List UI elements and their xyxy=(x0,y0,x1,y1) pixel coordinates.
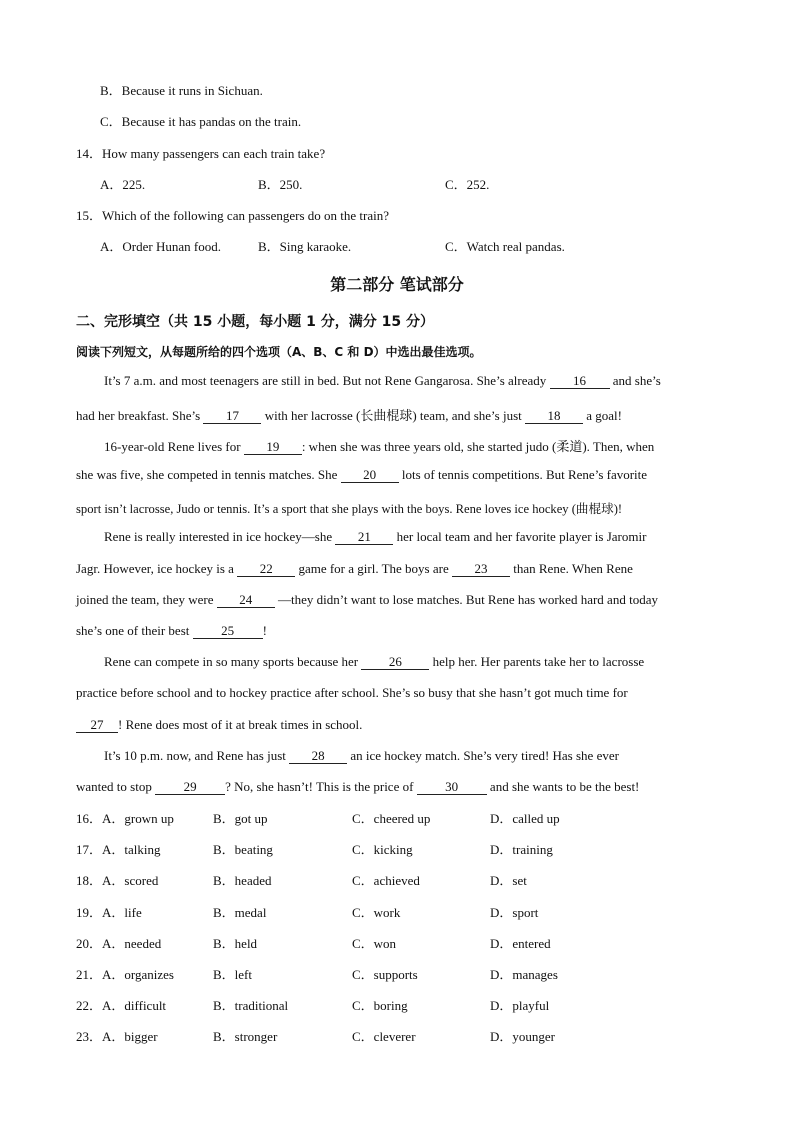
question-option[interactable] xyxy=(213,904,266,922)
question-option[interactable] xyxy=(76,966,174,984)
option-text: beating xyxy=(234,842,273,857)
passage-p5-line1: It’s 10 p.m. now, and Rene has just 28 an ice hockey match. She’s very tired! Has she ever xyxy=(104,748,619,763)
option-text: left xyxy=(234,967,252,982)
option-text: manages xyxy=(512,967,558,982)
instructions: 阅读下列短文，从每题所给的四个选项（A、B、C 和 D）中选出最佳选项。 xyxy=(76,345,482,359)
question-option[interactable] xyxy=(76,997,166,1015)
question-number: 22． xyxy=(76,998,103,1013)
question-option[interactable] xyxy=(490,966,558,984)
blank-21[interactable]: 21 xyxy=(335,530,393,545)
option-text: grown up xyxy=(124,811,174,826)
q14-option-c: C．252. xyxy=(445,177,490,192)
option-letter: D． xyxy=(490,842,513,857)
option-letter: C． xyxy=(352,1029,374,1044)
option-text: supports xyxy=(373,967,418,982)
question-option[interactable] xyxy=(76,935,161,953)
option-text: needed xyxy=(124,936,162,951)
question-option[interactable] xyxy=(213,997,288,1015)
passage-p5-line2: wanted to stop 29 ? No, she hasn’t! This is the price of 30 and she wants to be the best! xyxy=(76,779,640,794)
passage-p4-line3: 27 ! Rene does most of it at break times in school. xyxy=(76,717,718,733)
option-text: set xyxy=(512,873,527,888)
passage-p3-line1: Rene is really interested in ice hockey—she 21 her local team and her favorite player is Jaromir xyxy=(104,529,647,544)
option-letter: D． xyxy=(490,936,513,951)
blank-19[interactable]: 19 xyxy=(244,440,302,455)
option-letter: C． xyxy=(352,873,374,888)
blank-24[interactable]: 24 xyxy=(217,593,275,608)
question-option[interactable] xyxy=(490,810,560,828)
question-option[interactable] xyxy=(352,935,396,953)
blank-18[interactable]: 18 xyxy=(525,409,583,424)
question-option[interactable] xyxy=(490,904,538,922)
blank-30[interactable]: 30 xyxy=(417,780,487,795)
option-text: training xyxy=(512,842,553,857)
question-number: 17． xyxy=(76,842,103,857)
question-number: 21． xyxy=(76,967,103,982)
question-option[interactable] xyxy=(490,935,551,953)
question-option[interactable] xyxy=(213,810,268,828)
question-option[interactable] xyxy=(76,841,161,859)
question-number: 19． xyxy=(76,905,103,920)
option-text: got up xyxy=(234,811,268,826)
option-letter: C． xyxy=(352,905,374,920)
question-number: 23． xyxy=(76,1029,103,1044)
option-text: held xyxy=(234,936,258,951)
question-option[interactable] xyxy=(213,966,252,984)
question-option[interactable] xyxy=(490,841,553,859)
passage-p2-line1: 16-year-old Rene lives for 19 : when she was three years old, she started judo (柔道). Then, when xyxy=(104,439,655,454)
blank-22[interactable]: 22 xyxy=(237,562,295,577)
option-letter: B． xyxy=(213,905,235,920)
q15-option-a: A．Order Hunan food. xyxy=(100,239,221,254)
blank-27[interactable]: 27 xyxy=(76,718,118,733)
option-text: achieved xyxy=(373,873,420,888)
question-option[interactable] xyxy=(213,935,257,953)
option-letter: D． xyxy=(490,873,513,888)
passage-p3-line2: Jagr. However, ice hockey is a 22 game for a girl. The boys are 23 than Rene. When Rene xyxy=(76,561,633,576)
blank-26[interactable]: 26 xyxy=(361,655,429,670)
option-text: headed xyxy=(234,873,272,888)
passage-p2-line3: sport isn’t lacrosse, Judo or tennis. It’s a sport that she plays with the boys. Rene loves ice hockey (曲棍球)! xyxy=(76,502,623,516)
option-letter: A． xyxy=(102,873,125,888)
q14-stem: 14．How many passengers can each train take? xyxy=(76,146,326,161)
question-option[interactable] xyxy=(352,810,430,828)
question-option[interactable] xyxy=(490,997,549,1015)
question-option[interactable] xyxy=(352,966,418,984)
option-letter: A． xyxy=(102,998,125,1013)
option-text: cleverer xyxy=(373,1029,416,1044)
option-letter: B． xyxy=(213,936,235,951)
option-letter: B． xyxy=(213,842,235,857)
question-option[interactable] xyxy=(76,1028,158,1046)
question-option[interactable] xyxy=(352,997,408,1015)
option-text: bigger xyxy=(124,1029,158,1044)
question-number: 16． xyxy=(76,811,103,826)
blank-23[interactable]: 23 xyxy=(452,562,510,577)
question-option[interactable] xyxy=(352,904,400,922)
option-text: won xyxy=(373,936,397,951)
blank-29[interactable]: 29 xyxy=(155,780,225,795)
q15-option-c: C．Watch real pandas. xyxy=(445,239,565,254)
passage-p1-line2: had her breakfast. She’s 17 with her lacrosse (长曲棍球) team, and she’s just 18 a goal! xyxy=(76,408,622,423)
blank-17[interactable]: 17 xyxy=(203,409,261,424)
question-option[interactable] xyxy=(213,1028,277,1046)
option-letter: B． xyxy=(213,1029,235,1044)
option-letter: A． xyxy=(102,842,125,857)
option-letter: B． xyxy=(213,811,235,826)
blank-28[interactable]: 28 xyxy=(289,749,347,764)
passage-p4-line2: practice before school and to hockey practice after school. She’s so busy that she hasn’t got much time for xyxy=(76,685,628,700)
option-text: difficult xyxy=(124,998,167,1013)
option-text: stronger xyxy=(234,1029,278,1044)
passage-p4-line1: Rene can compete in so many sports because her 26 help her. Her parents take her to lacrosse xyxy=(104,654,645,669)
option-text: boring xyxy=(373,998,408,1013)
option-letter: B． xyxy=(213,873,235,888)
question-option[interactable] xyxy=(76,810,174,828)
question-option[interactable] xyxy=(352,1028,416,1046)
question-option[interactable] xyxy=(490,1028,555,1046)
option-letter: D． xyxy=(490,1029,513,1044)
option-letter: A． xyxy=(102,936,125,951)
option-letter: A． xyxy=(102,905,125,920)
passage-p3-line3: joined the team, they were 24 —they didn’t want to lose matches. But Rene has worked hard and today xyxy=(76,592,658,607)
passage-p3-line4: she’s one of their best 25 ! xyxy=(76,623,267,638)
q15-option-b: B．Sing karaoke. xyxy=(258,239,352,254)
option-letter: D． xyxy=(490,811,513,826)
option-text: medal xyxy=(234,905,267,920)
option-text: playful xyxy=(512,998,550,1013)
option-text: organizes xyxy=(124,967,174,982)
part2-title: 第二部分 笔试部分 xyxy=(330,275,464,294)
option-letter: C． xyxy=(352,811,374,826)
question-option[interactable] xyxy=(213,872,271,890)
blank-16[interactable]: 16 xyxy=(550,374,610,389)
option-letter: D． xyxy=(490,998,513,1013)
option-letter: A． xyxy=(102,1029,125,1044)
option-text: talking xyxy=(124,842,161,857)
option-letter: C． xyxy=(352,936,374,951)
option-text: younger xyxy=(512,1029,555,1044)
question-option[interactable] xyxy=(490,872,527,890)
question-option[interactable] xyxy=(352,872,420,890)
q14-option-b: B．250. xyxy=(258,177,303,192)
option-text: kicking xyxy=(373,842,413,857)
option-text: called up xyxy=(512,811,560,826)
blank-20[interactable]: 20 xyxy=(341,468,399,483)
passage-p1-line1: It’s 7 a.m. and most teenagers are still in bed. But not Rene Gangarosa. She’s already 16 and she’s xyxy=(104,373,661,388)
option-letter: D． xyxy=(490,967,513,982)
q13-option-c: C．Because it has pandas on the train. xyxy=(100,114,302,129)
section-title: 二、完形填空（共 15 小题，每小题 1 分，满分 15 分） xyxy=(76,314,434,330)
passage-p2-line2: she was five, she competed in tennis matches. She 20 lots of tennis competitions. But Rene’s favorite xyxy=(76,467,648,482)
blank-25[interactable]: 25 xyxy=(193,624,263,639)
option-letter: C． xyxy=(352,842,374,857)
option-text: work xyxy=(373,905,401,920)
question-number: 18． xyxy=(76,873,103,888)
question-option[interactable] xyxy=(352,841,413,859)
q15-stem: 15．Which of the following can passengers do on the train? xyxy=(76,208,390,223)
option-letter: A． xyxy=(102,967,125,982)
option-letter: B． xyxy=(213,998,235,1013)
question-option[interactable] xyxy=(76,872,158,890)
option-text: scored xyxy=(124,873,159,888)
option-letter: C． xyxy=(352,967,374,982)
option-text: sport xyxy=(512,905,539,920)
option-text: cheered up xyxy=(373,811,431,826)
q14-option-a: A．225. xyxy=(100,177,146,192)
option-letter: A． xyxy=(102,811,125,826)
option-text: life xyxy=(124,905,142,920)
option-letter: B． xyxy=(213,967,235,982)
question-number: 20． xyxy=(76,936,103,951)
option-text: entered xyxy=(512,936,551,951)
option-letter: D． xyxy=(490,905,513,920)
option-text: traditional xyxy=(234,998,289,1013)
q13-option-b: B．Because it runs in Sichuan. xyxy=(100,83,263,98)
question-option[interactable] xyxy=(76,904,142,922)
option-letter: C． xyxy=(352,998,374,1013)
question-option[interactable] xyxy=(213,841,273,859)
